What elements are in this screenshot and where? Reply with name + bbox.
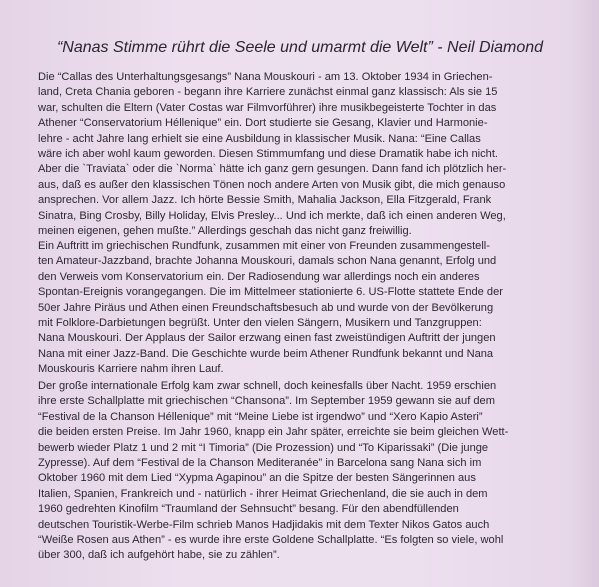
text-line: war, schulten die Eltern (Vater Costas war Filmvorführer) ihre musikbegeisterte Tochter in das <box>38 101 497 114</box>
text-line: aus, daß es außer den klassischen Tönen noch andere Arten von Musik gibt, die mich genauso <box>38 178 506 191</box>
text-line: Italien, Spanien, Frankreich und - natürlich - ihrer Heimat Griechenland, die sie auch in dem <box>38 487 488 500</box>
text-line: ansprechen. Vor allem Jazz. Ich hörte Bessie Smith, Mahalia Jackson, Ella Fitzgerald, Frank <box>38 194 492 207</box>
paragraph-3 <box>38 379 564 564</box>
text-line: Athener “Conservatorium Héllenique” ein. Dort studierte sie Gesang, Klavier und Harmonie- <box>38 117 488 130</box>
text-line: 50er Jahre Piräus und Athen einen Freundschaftsbesuch ab und wurde von der Bevölkerung <box>38 301 494 314</box>
text-line: den Verweis vom Konservatorium ein. Der Radiosendung war allerdings noch ein anderes <box>38 270 480 283</box>
page-edge-shadow <box>569 0 599 587</box>
text-line: Der große internationale Erfolg kam zwar schnell, doch keinesfalls über Nacht. 1959 erschien <box>38 380 497 392</box>
text-line: mit Folklore-Darbietungen begrüßt. Unter den vielen Sängern, Musikern und Tanzgruppen: <box>38 317 482 330</box>
text-line: über 300, daß ich aufgehört habe, sie zu zählen”. <box>38 549 280 562</box>
text-line: Nana mit einer Jazz-Band. Die Geschichte wurde beim Athener Rundfunk bekannt und Nana <box>38 347 494 360</box>
text-line: Die “Callas des Unterhaltungsgesangs” Nana Mouskouri - am 13. Oktober 1934 in Griechen- <box>38 71 493 83</box>
text-line: deutschen Touristik-Werbe-Film schrieb Manos Hadjidakis mit dem Texter Nikos Gatos auch <box>38 518 490 531</box>
paragraph-2 <box>38 239 564 378</box>
text-line: Sinatra, Bing Crosby, Billy Holiday, Elvis Presley... Und ich merkte, daß ich einen anderen Weg, <box>38 209 506 222</box>
text-line: Spontan-Ereignis vorangegangen. Die im Mittelmeer stationierte 6. US-Flotte stattete Ende der <box>38 286 503 299</box>
text-line: die beiden ersten Preise. Im Jahr 1960, knapp ein Jahr später, erreichte sie beim gleichen Wett- <box>38 426 509 439</box>
page-title: “Nanas Stimme rührt die Seele und umarmt die Welt” - Neil Diamond <box>56 39 544 56</box>
text-line: Aber die `Traviata` oder die `Norma` hätte ich ganz gern gesungen. Dann fand ich plötzlich her- <box>38 163 507 176</box>
text-line: Oktober 1960 mit dem Lied “Xypma Agapinou” an die Spitze der besten Sängerinnen aus <box>38 472 476 485</box>
text-line: wäre ich aber wohl kaum geworden. Diesen Stimmumfang und diese Dramatik habe ich nicht. <box>38 148 499 161</box>
text-line: Mouskouris Karriere nahm ihren Lauf. <box>38 363 224 376</box>
text-line: Nana Mouskouri. Der Applaus der Sailor erzwang einen fast zweistündigen Auftritt der jungen <box>38 332 496 345</box>
text-line: lehre - acht Jahre lang erhielt sie eine Ausbildung in klassischer Musik. Nana: “Eine Callas <box>38 132 481 145</box>
text-line: land, Creta Chania geboren - begann ihre Karriere zunächst einmal ganz klassisch: Als sie 15 <box>38 86 498 99</box>
text-line: 1960 gedrehten Kinofilm “Traumland der Sehnsucht” besang. Für den abendfüllenden <box>38 503 459 516</box>
text-line: “Festival de la Chanson Héllenique” mit “Meine Liebe ist irgendwo” und “Xero Kapio Asteri” <box>38 410 483 423</box>
text-line: bewerb wieder Platz 1 und 2 mit “I Timoria” (Die Prozession) und “To Kiparissaki” (Die junge <box>38 441 489 454</box>
text-line: ten Amateur-Jazzband, brachte Johanna Mouskouri, damals schon Nana genannt, Erfolg und <box>38 255 497 268</box>
text-line: meinen eigenen, gehen mußte.” Allerdings geschah das nicht ganz freiwillig. <box>38 225 412 238</box>
text-line: Zypresse). Auf dem “Festival de la Chanson Mediteranée” in Barcelona sang Nana sich im <box>38 457 482 470</box>
paragraph-1 <box>38 70 564 239</box>
text-line: “Weiße Rosen aus Athen” - es wurde ihre erste Goldene Schallplatte. “Es folgten so viele, wohl <box>38 534 504 547</box>
text-line: Ein Auftritt im griechischen Rundfunk, zusammen mit einer von Freunden zusammengestell- <box>38 240 490 252</box>
text-line: ihre erste Schallplatte mit griechischen “Chansona”. Im September 1959 gewann sie auf dem <box>38 395 495 408</box>
